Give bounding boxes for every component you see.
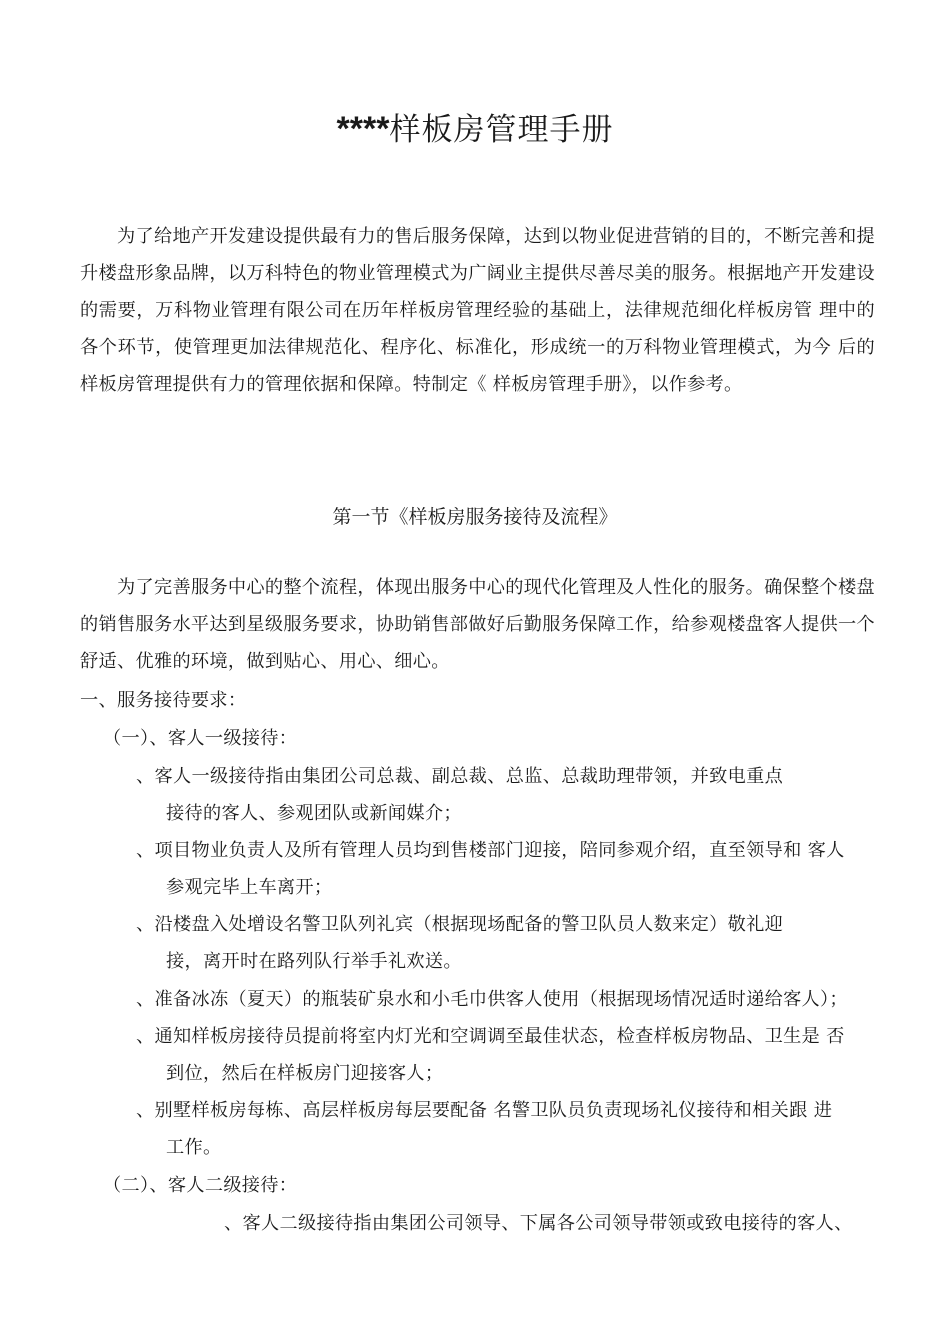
list-item-continuation: 参观完毕上车离开； [166,877,333,898]
section-title: 第一节《样板房服务接待及流程》 [332,506,618,528]
list-item-continuation: 接，离开时在路列队行举手礼欢送。 [166,951,462,972]
intro-paragraph: 为了给地产开发建设提供最有力的售后服务保障，达到以物业促进营销的目的，不断完善和提升楼盘形象品牌，以万科特色的物业管理模式为广阔业主提供尽善尽美的服务。根据地产开发建设的需要，万科物业管理有限公司在历年样板房管理经验的基础上，法律规范细化样板房管 理中的各个环节，使管理更加法律规范化、程序化、标准化，形成统一的万科物业管理模式，为今 后的样板房管理提供有力的管理依据和保障。特制定《 样板房管理手册》，以作参考。 [80,226,875,395]
list-item: 、通知样板房接待员提前将室内灯光和空调调至最佳状态，检查样板房物品、卫生是 否 [136,1026,845,1047]
title-text: 样板房管理手册 [389,112,614,148]
heading-service-requirements: 一、服务接待要求： [80,690,247,711]
list-item: 、沿楼盘入处增设名警卫队列礼宾（根据现场配备的警卫队员人数来定）敬礼迎 [136,914,784,935]
list-item: 、准备冰冻（夏天）的瓶装矿泉水和小毛巾供客人使用（根据现场情况适时递给客人）； [136,989,848,1010]
list-item-continuation: 到位，然后在样板房门迎接客人； [166,1063,444,1084]
title-stars: **** [336,110,390,148]
list-item: 、别墅样板房每栋、高层样板房每层要配备 名警卫队员负责现场礼仪接待和相关跟 进 [136,1100,833,1121]
list-item: 、项目物业负责人及所有管理人员均到售楼部门迎接，陪同参观介绍，直至领导和 客人 [136,840,845,861]
list-item-continuation: 工作。 [166,1137,222,1158]
list-item: 、客人一级接待指由集团公司总裁、副总裁、总监、总裁助理带领，并致电重点 [136,766,784,787]
list-item-continuation: 接待的客人、参观团队或新闻媒介； [166,803,462,824]
list-item: 、客人二级接待指由集团公司领导、下属各公司领导带领或致电接待的客人、 [224,1213,853,1234]
document-title [0,104,950,149]
section-intro-paragraph: 为了完善服务中心的整个流程，体现出服务中心的现代化管理及人性化的服务。确保整个楼盘的销售服务水平达到星级服务要求，协助销售部做好后勤服务保障工作，给参观楼盘客人提供一个舒适、优雅的环境，做到贴心、用心、细心。 [80,577,875,672]
subheading-first-level: （一）、客人一级接待： [103,728,298,749]
subheading-second-level: （二）、客人二级接待： [103,1175,298,1196]
